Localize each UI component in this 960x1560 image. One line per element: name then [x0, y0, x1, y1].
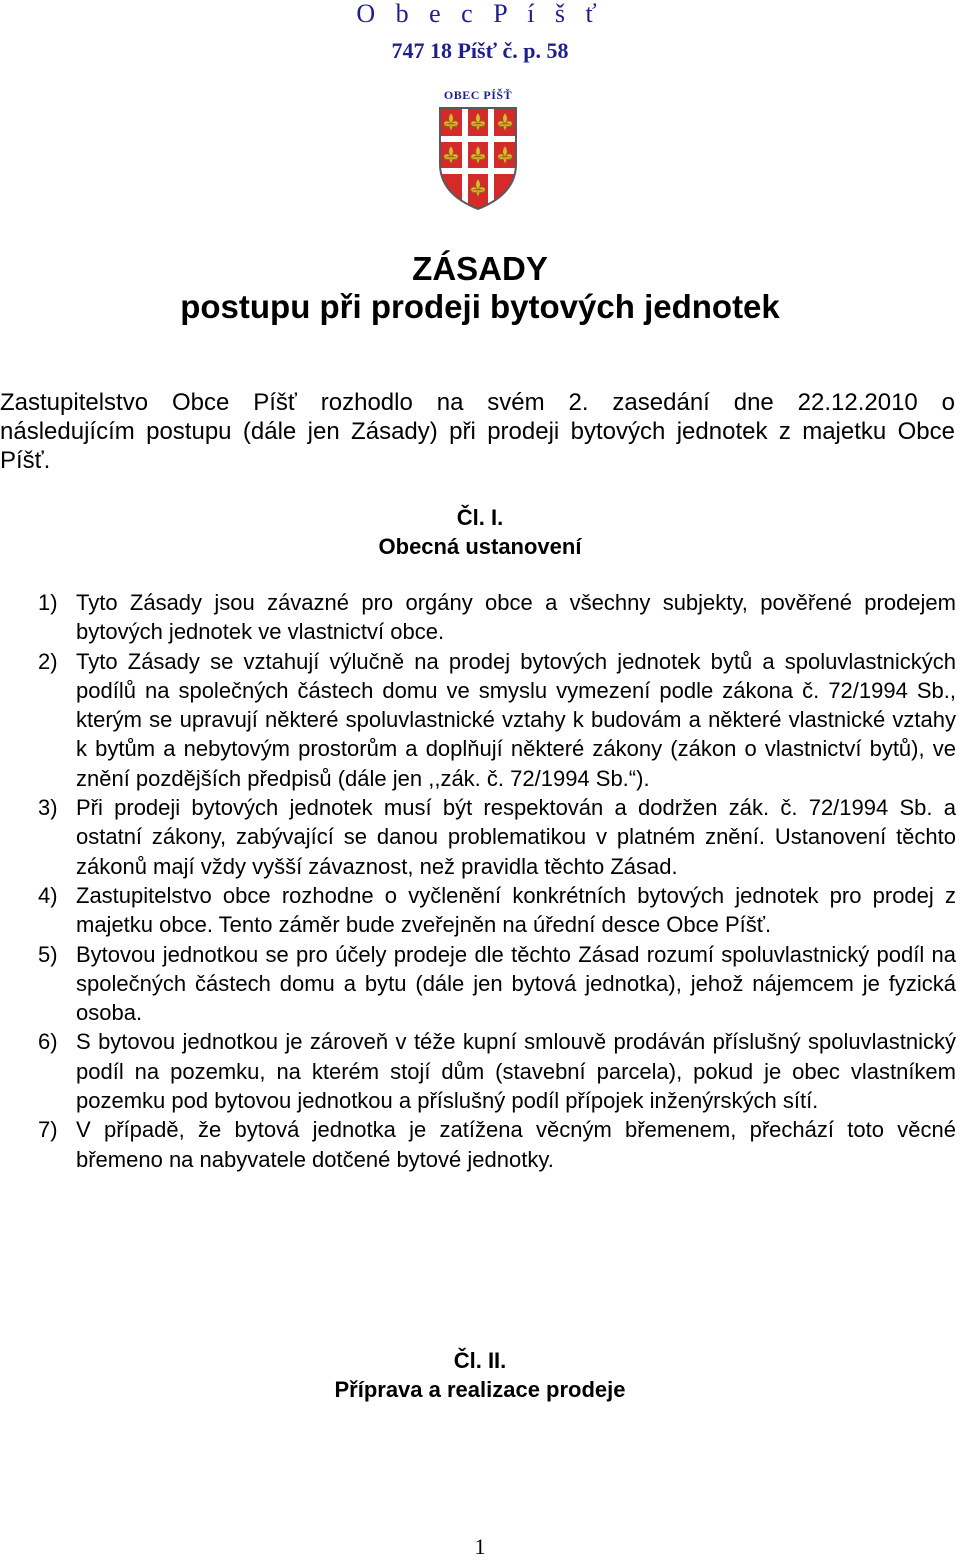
list-item	[38, 881, 956, 940]
list-item	[38, 1027, 956, 1115]
list-item	[38, 1115, 956, 1174]
item-number: 1)	[38, 590, 58, 615]
item-text: Zastupitelstvo obce rozhodne o vyčlenění konkrétních bytových jednotek pro prodej z majetku obce. Tento záměr bude zveřejněn na úřední desce Obce Píšť.	[76, 882, 956, 938]
intro-line-2: následujícím postupu (dále jen Zásady) při prodeji bytových jednotek z majetku Obce	[0, 418, 955, 445]
list-item	[38, 647, 956, 793]
title-line-2: postupu při prodeji bytových jednotek	[180, 288, 780, 325]
intro-line-1: Zastupitelstvo Obce Píšť rozhodlo na svém 2. zasedání dne 22.12.2010 o	[0, 389, 955, 416]
document-title	[0, 250, 960, 326]
item-text: S bytovou jednotkou je zároveň v téže kupní smlouvě prodáván příslušný spoluvlastnický podíl na pozemku, na kterém stojí dům (stavební parcela), pokud je obec vlastníkem pozemku pod bytovou jednotkou a příslušný podíl přípojek inženýrských sítí.	[76, 1029, 956, 1114]
item-number: 3)	[38, 795, 58, 821]
item-number: 5)	[38, 941, 58, 967]
list-item	[38, 588, 956, 647]
item-number: 7)	[38, 1117, 58, 1143]
article-1-number: Čl. I.	[456, 505, 504, 530]
coat-of-arms-shield	[438, 106, 518, 211]
item-text: Tyto Zásady jsou závazné pro orgány obce a všechny subjekty, pověřené prodejem bytových jednotek ve vlastnictví obce.	[76, 590, 956, 645]
coat-of-arms	[430, 88, 526, 213]
item-text: Bytovou jednotkou se pro účely prodeje dle těchto Zásad rozumí spoluvlastnický podíl na společných částech domu a bytu (dále jen bytová jednotka), jehož nájemcem je fyzická osoba.	[76, 941, 956, 1026]
list-item	[38, 940, 956, 1028]
intro-paragraph	[0, 388, 955, 475]
article-1-items	[38, 588, 956, 1174]
item-text: Při prodeji bytových jednotek musí být respektován a dodržen zák. č. 72/1994 Sb. a ostatní zákony, zabývající se danou problematikou v platném znění. Ustanovení těchto zákonů mají vždy vyšší závaznost, než pravidla těchto Zásad.	[76, 795, 956, 879]
municipality-name: O b e c P í š ť	[356, 0, 604, 28]
title-line-1: ZÁSADY	[412, 250, 548, 287]
article-2-heading: Příprava a realizace prodeje	[334, 1377, 626, 1402]
coat-of-arms-label: OBEC PÍŠŤ	[443, 88, 513, 102]
page-number: 1	[474, 1534, 486, 1559]
article-1-heading: Obecná ustanovení	[378, 534, 582, 559]
item-number: 2)	[38, 648, 58, 674]
item-text: Tyto Zásady se vztahují výlučně na prodej bytových jednotek bytů a spoluvlastnických podílů na společných částech domu ve smyslu vymezení podle zákona č. 72/1994 Sb., kterým se upravují některé spoluvlastnické vztahy k budovám a některé vlastnické vztahy k bytům a nebytovým prostorům a doplňují některé zákony (zákon o vlastnictví bytů), ve znění pozdějších předpisů (dále jen ,,zák. č. 72/1994 Sb.“).	[76, 648, 956, 791]
item-text: V případě, že bytová jednotka je zatížena věcným břemenem, přechází toto věcné břemeno na nabyvatele dotčené bytové jednotky.	[76, 1117, 956, 1172]
item-number: 6)	[38, 1029, 58, 1055]
municipality-address: 747 18 Píšť č. p. 58	[391, 38, 569, 63]
article-2-number: Čl. II.	[453, 1348, 507, 1373]
list-item	[38, 793, 956, 881]
item-number: 4)	[38, 882, 58, 908]
intro-line-3: Píšť.	[0, 447, 51, 474]
